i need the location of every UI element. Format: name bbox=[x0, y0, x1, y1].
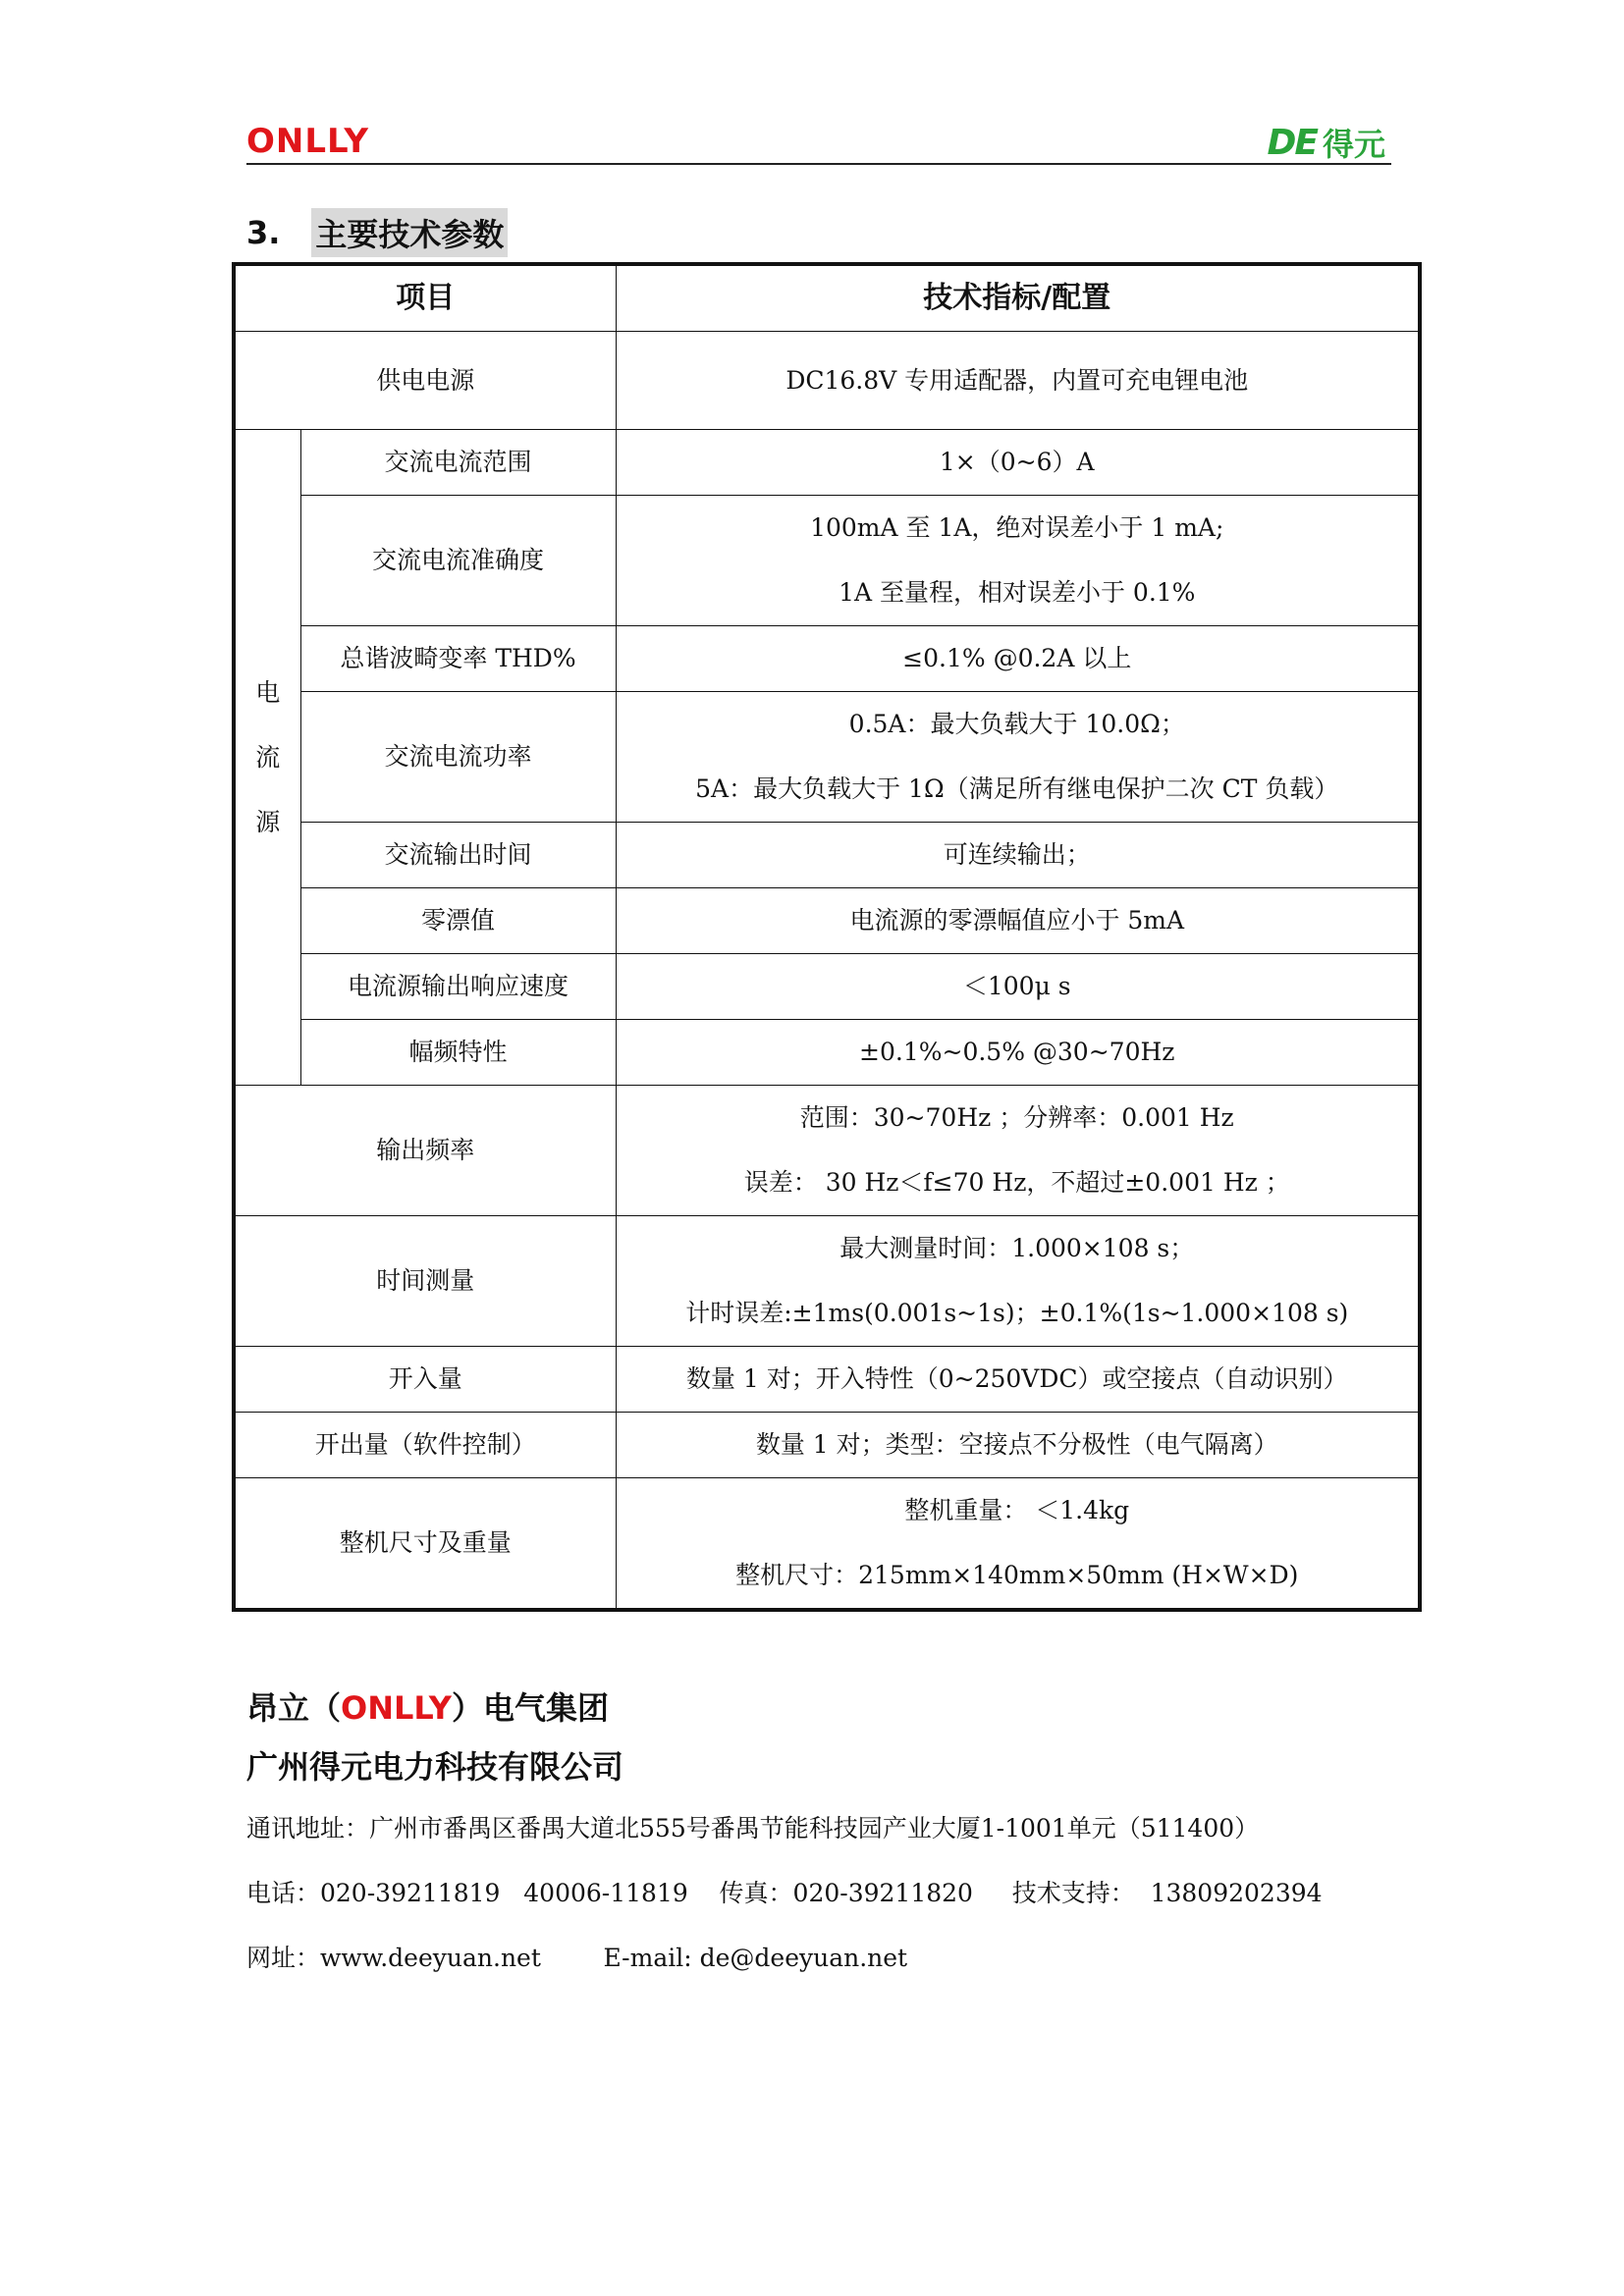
company-name: 广州得元电力科技有限公司 bbox=[246, 1748, 624, 1786]
company-web: 网址：www.deeyuan.net E-mail: de@deeyuan.net bbox=[246, 1944, 908, 1972]
company-group-name: 昂立（ONLLY）电气集团 bbox=[246, 1689, 609, 1727]
table-row bbox=[234, 1020, 1420, 1086]
row-value: 100mA 至 1A，绝对误差小于 1 mA; 1A 至量程，相对误差小于 0.1% bbox=[616, 496, 1420, 626]
row-label: 电流源输出响应速度 bbox=[300, 954, 616, 1020]
deeyuan-logo-mark: DE bbox=[1267, 122, 1317, 163]
row-label: 开出量（软件控制） bbox=[234, 1413, 616, 1478]
company-address: 通讯地址：广州市番禺区番禺大道北555号番禺节能科技园产业大厦1-1001单元（511400） bbox=[246, 1814, 1260, 1842]
table-row bbox=[234, 692, 1420, 823]
row-label: 开入量 bbox=[234, 1347, 616, 1413]
row-label: 零漂值 bbox=[300, 888, 616, 954]
onlly-brand-text: ONLLY bbox=[341, 1689, 452, 1727]
row-label: 交流输出时间 bbox=[300, 823, 616, 888]
table-row bbox=[234, 954, 1420, 1020]
row-value: 0.5A：最大负载大于 10.0Ω； 5A：最大负载大于 1Ω（满足所有继电保护二次 CT 负载） bbox=[616, 692, 1420, 823]
spec-table bbox=[232, 262, 1422, 1612]
page-header bbox=[246, 116, 1391, 165]
row-label: 交流电流准确度 bbox=[300, 496, 616, 626]
table-row bbox=[234, 332, 1420, 430]
row-value: 数量 1 对；类型：空接点不分极性（电气隔离） bbox=[616, 1413, 1420, 1478]
row-label: 时间测量 bbox=[234, 1216, 616, 1347]
row-value: 1×（0~6）A bbox=[616, 430, 1420, 496]
row-value: DC16.8V 专用适配器，内置可充电锂电池 bbox=[616, 332, 1420, 430]
row-label: 交流电流功率 bbox=[300, 692, 616, 823]
deeyuan-logo-name: 得元 bbox=[1322, 126, 1385, 163]
section-heading bbox=[246, 208, 508, 257]
table-row bbox=[234, 888, 1420, 954]
row-value: 范围：30~70Hz ；分辨率：0.001 Hz 误差： 30 Hz＜f≤70 Hz，不超过±0.001 Hz ； bbox=[616, 1086, 1420, 1216]
row-label: 输出频率 bbox=[234, 1086, 616, 1216]
group-label-current-source: 电 流 源 bbox=[234, 430, 300, 1086]
col-header-spec: 技术指标/配置 bbox=[616, 264, 1420, 332]
header-divider bbox=[246, 163, 1391, 165]
company-phone: 电话：020-39211819 40006-11819 传真：020-39211820 技术支持： 13809202394 bbox=[246, 1879, 1323, 1907]
row-label: 整机尺寸及重量 bbox=[234, 1478, 616, 1611]
table-row bbox=[234, 626, 1420, 692]
section-title: 主要技术参数 bbox=[311, 208, 508, 257]
row-value: ＜100μ s bbox=[616, 954, 1420, 1020]
col-header-item: 项目 bbox=[234, 264, 616, 332]
table-row bbox=[234, 1478, 1420, 1611]
section-number: 3. bbox=[246, 214, 281, 251]
row-value: ≤0.1% @0.2A 以上 bbox=[616, 626, 1420, 692]
row-label: 总谐波畸变率 THD% bbox=[300, 626, 616, 692]
table-header-row bbox=[234, 264, 1420, 332]
table-row bbox=[234, 1413, 1420, 1478]
table-row bbox=[234, 1086, 1420, 1216]
table-row bbox=[234, 1347, 1420, 1413]
deeyuan-logo bbox=[1268, 120, 1386, 165]
row-value: 整机重量： ＜1.4kg 整机尺寸：215mm×140mm×50mm (H×W×D) bbox=[616, 1478, 1420, 1611]
row-value: ±0.1%~0.5% @30~70Hz bbox=[616, 1020, 1420, 1086]
row-value: 最大测量时间：1.000×108 s； 计时误差:±1ms(0.001s~1s)；±0.1%(1s~1.000×108 s) bbox=[616, 1216, 1420, 1347]
table-row bbox=[234, 1216, 1420, 1347]
table-row bbox=[234, 496, 1420, 626]
table-row bbox=[234, 430, 1420, 496]
row-value: 数量 1 对；开入特性（0~250VDC）或空接点（自动识别） bbox=[616, 1347, 1420, 1413]
row-label: 交流电流范围 bbox=[300, 430, 616, 496]
row-label: 幅频特性 bbox=[300, 1020, 616, 1086]
onlly-logo: ONLLY bbox=[246, 122, 370, 161]
row-value: 电流源的零漂幅值应小于 5mA bbox=[616, 888, 1420, 954]
row-value: 可连续输出； bbox=[616, 823, 1420, 888]
company-footer bbox=[246, 1679, 1425, 1991]
table-row bbox=[234, 823, 1420, 888]
row-label: 供电电源 bbox=[234, 332, 616, 430]
